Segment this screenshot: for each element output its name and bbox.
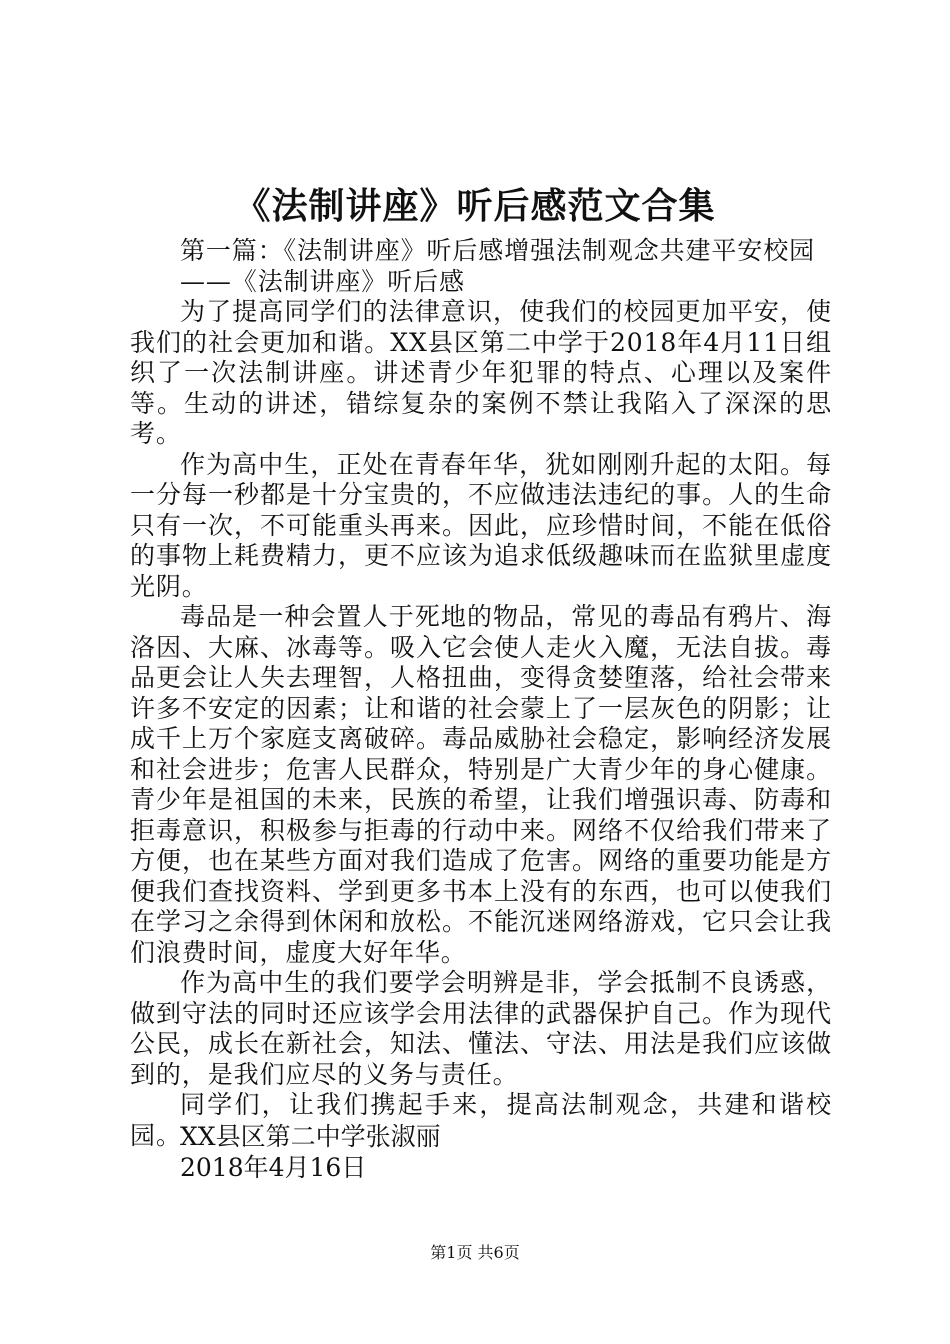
signature-date: 2018年4月16日	[180, 1153, 367, 1182]
page-footer: 第1页 共6页	[430, 1243, 520, 1262]
signature-block	[180, 1121, 441, 1183]
paragraph: 作为高中生的我们要学会明辨是非，学会抵制不良诱惑，做到守法的同时还应该学会用法律的武器保护自己。作为现代公民，成长在新社会，知法、懂法、守法、用法是我们应该做到的，是我们应尽的义务与责任。	[130, 968, 832, 1089]
paragraph: 同学们，让我们携起手来，提高法制观念，共建和谐校园。	[130, 1090, 832, 1150]
chapter-heading-line-2: ——《法制讲座》听后感	[180, 266, 465, 296]
chapter-heading-line-1: 第一篇：《法制讲座》听后感增强法制观念共建平安校园	[180, 236, 816, 265]
document-title: 《法制讲座》听后感范文合集	[234, 185, 716, 227]
paragraph: 作为高中生，正处在青春年华，犹如刚刚升起的太阳。每一分每一秒都是十分宝贵的，不应做违法违纪的事。人的生命只有一次，不可能重头再来。因此，应珍惜时间，不能在低俗的事物上耗费精力，更不应该为追求低级趣味而在监狱里虚度光阴。	[130, 449, 832, 601]
signature-author: XX县区第二中学张淑丽	[180, 1122, 441, 1151]
paragraph: 为了提高同学们的法律意识，使我们的校园更加平安，使我们的社会更加和谐。XX县区第二中学于2018年4月11日组织了一次法制讲座。讲述青少年犯罪的特点、心理以及案件等。生动的讲述，错综复杂的案例不禁让我陷入了深深的思考。	[130, 297, 832, 448]
document-body	[130, 236, 832, 1151]
paragraph: 毒品是一种会置人于死地的物品，常见的毒品有鸦片、海洛因、大麻、冰毒等。吸入它会使人走火入魔，无法自拔。毒品更会让人失去理智，人格扭曲，变得贪婪堕落，给社会带来许多不安定的因素；让和谐的社会蒙上了一层灰色的阴影；让成千上万个家庭支离破碎。毒品威胁社会稳定，影响经济发展和社会进步；危害人民群众，特别是广大青少年的身心健康。青少年是祖国的未来，民族的希望，让我们增强识毒、防毒和拒毒意识，积极参与拒毒的行动中来。网络不仅给我们带来了方便，也在某些方面对我们造成了危害。网络的重要功能是方便我们查找资料、学到更多书本上没有的东西，也可以使我们在学习之余得到休闲和放松。不能沉迷网络游戏，它只会让我们浪费时间，虚度大好年华。	[130, 602, 832, 967]
